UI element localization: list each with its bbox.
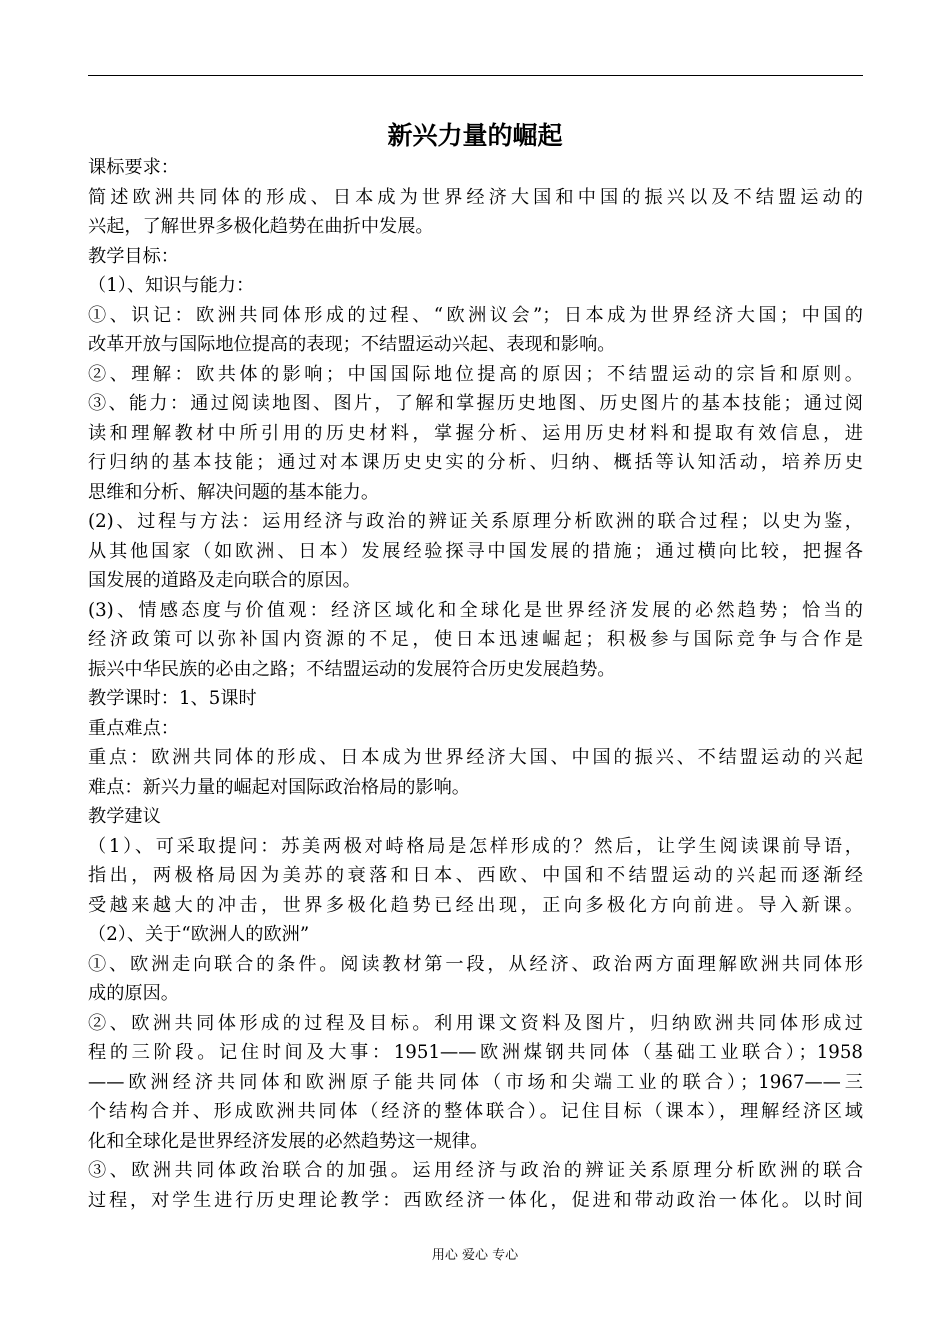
- text-line: 教学目标：: [88, 245, 179, 267]
- text-line: (2)、过程与方法：运用经济与政治的辨证关系原理分析欧洲的联合过程；以史为鉴，: [88, 511, 863, 532]
- text-line: （1）、知识与能力：: [88, 275, 255, 296]
- text-line: 过程，对学生进行历史理论教学：西欧经济一体化，促进和带动政治一体化。以时间: [88, 1189, 863, 1211]
- header-rule: [88, 75, 863, 76]
- text-line: ③、能力：通过阅读地图、图片，了解和掌握历史地图、历史图片的基本技能；通过阅: [88, 393, 863, 414]
- text-line: 国发展的道路及走向联合的原因。: [88, 570, 361, 591]
- text-line: ——欧洲经济共同体和欧洲原子能共同体（市场和尖端工业的联合）；1967——三: [88, 1071, 863, 1093]
- text-line: 思维和分析、解决问题的基本能力。: [88, 481, 380, 503]
- text-line: 课标要求：: [88, 157, 179, 178]
- text-line: 教学课时：1、5课时: [88, 688, 257, 709]
- text-line: ②、欧洲共同体形成的过程及目标。利用课文资料及图片，归纳欧洲共同体形成过: [88, 1012, 863, 1034]
- text-line: ①、识记：欧洲共同体形成的过程、“欧洲议会”；日本成为世界经济大国；中国的: [88, 304, 863, 326]
- text-line: （2）、关于“欧洲人的欧洲”: [88, 924, 310, 945]
- text-line: 从其他国家（如欧洲、日本）发展经验探寻中国发展的措施；通过横向比较，把握各: [88, 540, 863, 562]
- text-line: 经济政策可以弥补国内资源的不足，使日本迅速崛起；积极参与国际竞争与合作是: [88, 629, 863, 650]
- text-line: ③、欧洲共同体政治联合的加强。运用经济与政治的辨证关系原理分析欧洲的联合: [88, 1160, 863, 1181]
- text-line: 重点：欧洲共同体的形成、日本成为世界经济大国、中国的振兴、不结盟运动的兴起: [88, 747, 863, 768]
- text-line: 难点：新兴力量的崛起对国际政治格局的影响。: [88, 776, 470, 798]
- text-line: 指出，两极格局因为美苏的衰落和日本、西欧、中国和不结盟运动的兴起而逐渐经: [88, 865, 863, 886]
- text-line: 重点难点：: [88, 717, 179, 739]
- document-body: [88, 153, 863, 1215]
- text-line: 教学建议: [88, 806, 161, 827]
- text-line: 受越来越大的冲击，世界多极化趋势已经出现，正向多极化方向前进。导入新课。: [88, 894, 863, 916]
- text-line: ①、欧洲走向联合的条件。阅读教材第一段，从经济、政治两方面理解欧洲共同体形: [88, 953, 863, 975]
- page-footer: 用心 爱心 专心: [431, 1248, 519, 1263]
- text-line: 简述欧洲共同体的形成、日本成为世界经济大国和中国的振兴以及不结盟运动的: [88, 186, 863, 208]
- document-title: 新兴力量的崛起: [387, 121, 563, 150]
- text-line: 成的原因。: [88, 983, 179, 1004]
- text-line: 行归纳的基本技能；通过对本课历史史实的分析、归纳、概括等认知活动，培养历史: [88, 452, 863, 473]
- text-line: 兴起，了解世界多极化趋势在曲折中发展。: [88, 216, 434, 237]
- text-line: 个结构合并、形成欧洲共同体（经济的整体联合）。记住目标（课本），理解经济区域: [88, 1101, 863, 1122]
- text-line: 化和全球化是世界经济发展的必然趋势这一规律。: [88, 1130, 489, 1152]
- text-line: 振兴中华民族的必由之路；不结盟运动的发展符合历史发展趋势。: [88, 658, 616, 680]
- text-line: 读和理解教材中所引用的历史材料，掌握分析、运用历史材料和提取有效信息，进: [88, 422, 863, 444]
- text-line: （1）、可采取提问：苏美两极对峙格局是怎样形成的？然后，让学生阅读课前导语，: [88, 835, 863, 857]
- text-line: (3)、情感态度与价值观：经济区域化和全球化是世界经济发展的必然趋势；恰当的: [88, 599, 863, 621]
- text-line: 程的三阶段。记住时间及大事：1951——欧洲煤钢共同体（基础工业联合）；1958: [88, 1042, 863, 1063]
- text-line: 改革开放与国际地位提高的表现；不结盟运动兴起、表现和影响。: [88, 334, 616, 355]
- text-line: ②、理解：欧共体的影响；中国国际地位提高的原因；不结盟运动的宗旨和原则。: [88, 363, 863, 385]
